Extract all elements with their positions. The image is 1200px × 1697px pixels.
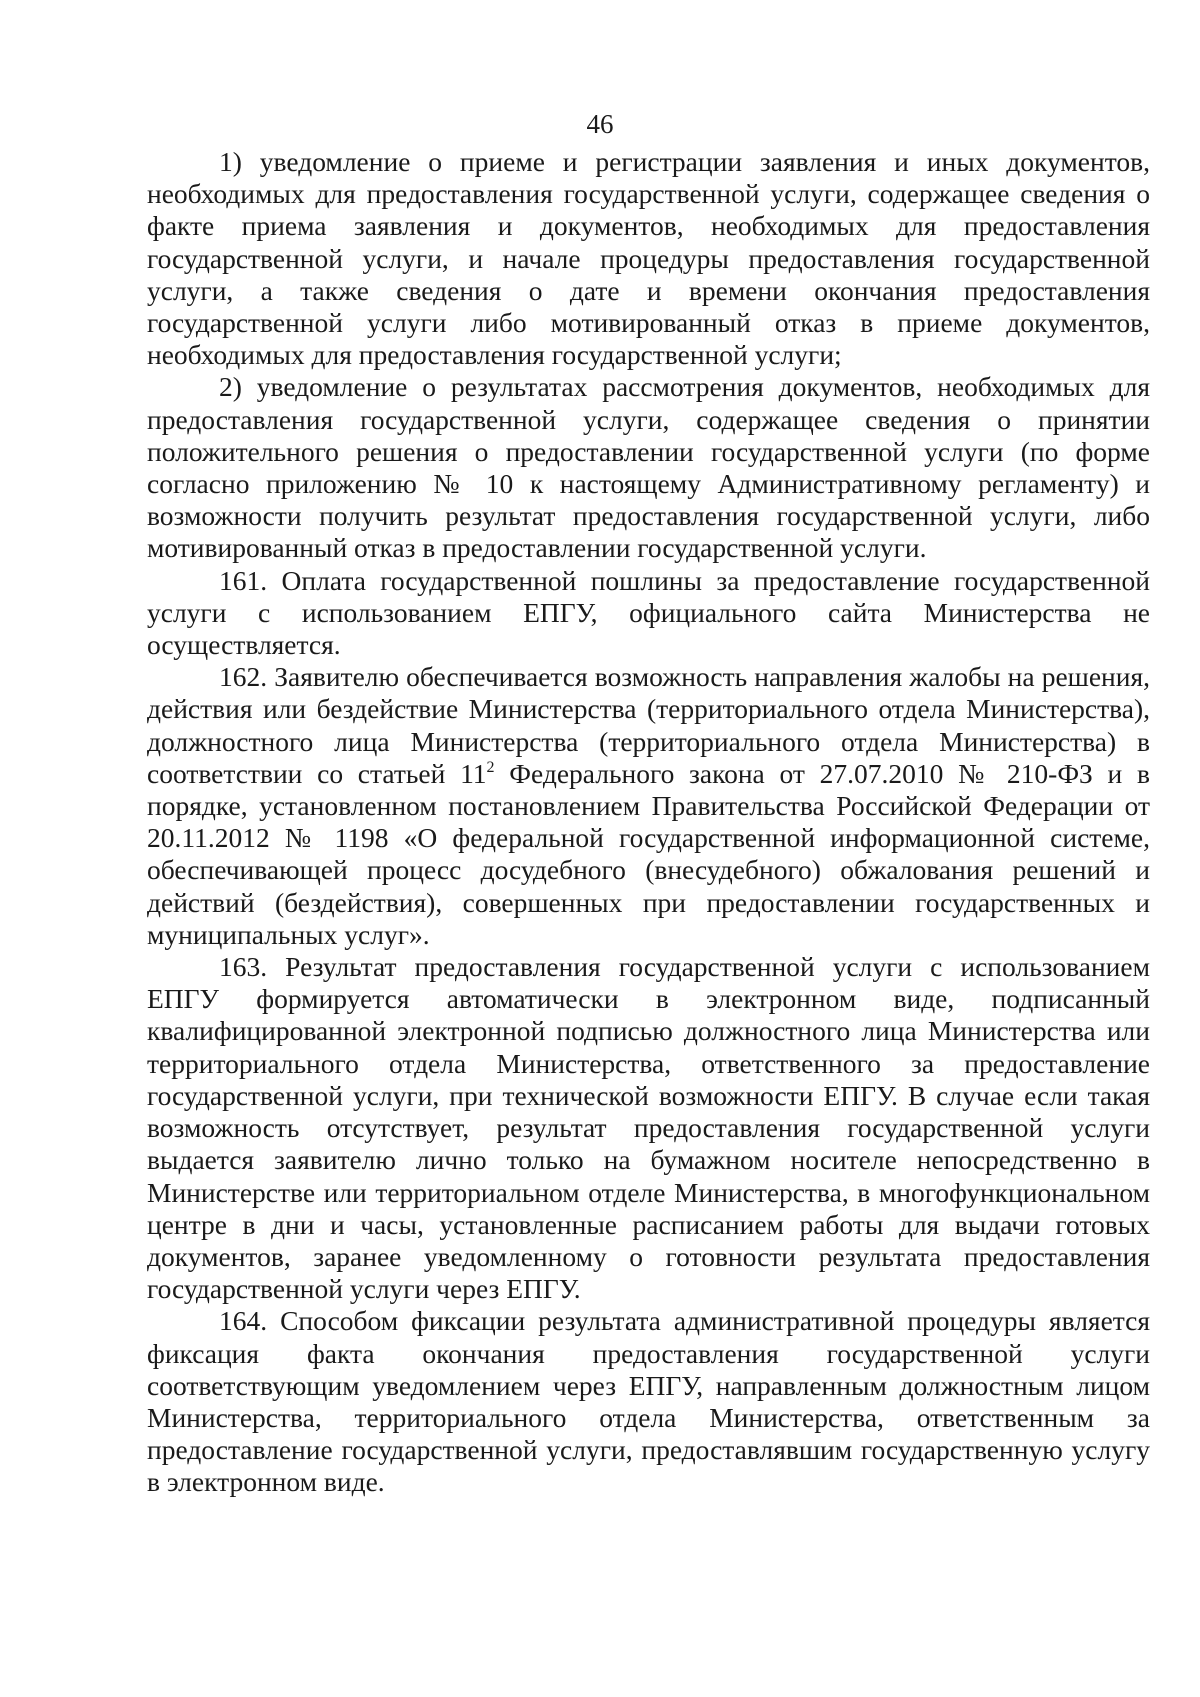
paragraph-notification-results: 2) уведомление о результатах рассмотрения документов, необходимых для предоставления государственной услуги, содержащее сведения о принятии положительного решения о предоставлении государственной услуги (по форме согласно приложению № 10 к настоящему Административному регламенту) и возможности получить результат предоставления государственной услуги, либо мотивированный отказ в предоставлении государственной услуги.	[147, 371, 1150, 564]
article-superscript: 2	[486, 758, 495, 776]
paragraph-162-text-end: Федерального закона от 27.07.2010 № 210-ФЗ и в порядке, установленном постановлением Правительства Российской Федерации от 20.11.2012 № 1198 «О федеральной государственной информационной системе, обеспечивающей процесс досудебного (внесудебного) обжалования решений и действий (бездействия), совершенных при предоставлении государственных и муниципальных услуг».	[147, 757, 1150, 950]
page-number: 46	[586, 109, 614, 139]
paragraph-162-complaint	[147, 661, 1150, 951]
paragraph-161-state-fee: 161. Оплата государственной пошлины за предоставление государственной услуги с использованием ЕПГУ, официального сайта Министерства не осуществляется.	[147, 564, 1150, 661]
document-body	[147, 146, 1150, 1499]
paragraph-notification-receipt: 1) уведомление о приеме и регистрации заявления и иных документов, необходимых для предоставления государственной услуги, содержащее сведения о факте приема заявления и документов, необходимых для предоставления государственной услуги, и начале процедуры предоставления государственной услуги, а также сведения о дате и времени окончания предоставления государственной услуги либо мотивированный отказ в приеме документов, необходимых для предоставления государственной услуги;	[147, 146, 1150, 371]
paragraph-162-text-start: 162. Заявителю обеспечивается возможность направления жалобы на решения, действия или бездействие Министерства (территориального отдела Министерства), должностного лица Министерства (территориального отдела Министерства) в соответствии со статьей 11	[147, 661, 1150, 789]
paragraph-164-result-fixation: 164. Способом фиксации результата административной процедуры является фиксация факта окончания предоставления государственной услуги соответствующим уведомлением через ЕПГУ, направленным должностным лицом Министерства, территориального отдела Министерства, ответственным за предоставление государственной услуги, предоставлявшим государственную услугу в электронном виде.	[147, 1305, 1150, 1498]
paragraph-163-service-result: 163. Результат предоставления государственной услуги с использованием ЕПГУ формируется автоматически в электронном виде, подписанный квалифицированной электронной подписью должностного лица Министерства или территориального отдела Министерства, ответственного за предоставление государственной услуги, при технической возможности ЕПГУ. В случае если такая возможность отсутствует, результат предоставления государственной услуги выдается заявителю лично только на бумажном носителе непосредственно в Министерстве или территориальном отделе Министерства, в многофункциональном центре в дни и часы, установленные расписанием работы для выдачи готовых документов, заранее уведомленному о готовности результата предоставления государственной услуги через ЕПГУ.	[147, 951, 1150, 1305]
